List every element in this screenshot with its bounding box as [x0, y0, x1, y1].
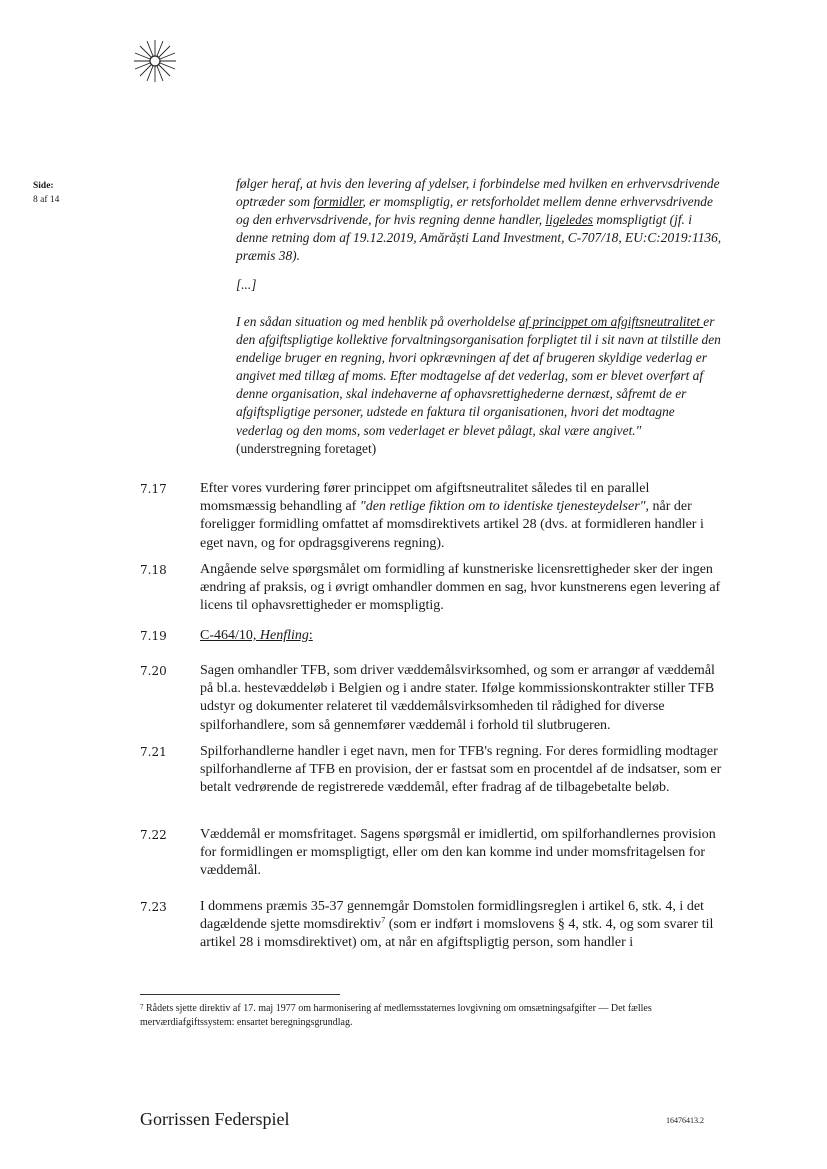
quote-note: (understregning foretaget): [236, 440, 377, 456]
text-run: Efter vores vurdering fører princippet om afgiftsneutralitet således til en parallel momsmæssig behandling af: [200, 481, 650, 515]
sunburst-logo-icon: [132, 38, 178, 84]
section-number: 7.21: [140, 745, 167, 759]
page-label: Side:: [33, 181, 54, 191]
section-text: Angående selve spørgsmålet om formidling af kunstneriske licensrettigheder sker der ingen ændring af praksis, og i øvrigt omhandler dommen en sag, hvor kunstnerens egen levering af licens til ophavsrettigheder er momspligtig.: [200, 562, 721, 614]
quote-underline: formidler: [313, 194, 363, 210]
quote-underline: ligeledes: [545, 212, 594, 228]
section-text: [200, 480, 723, 553]
text-run: , når der foreligger formidling omfattet af momsdirektivets artikel 28 (dvs. at formidleren handler i eget navn, og for opdragsgiverens regning).: [200, 499, 704, 551]
italic-run: "den retlige fiktion om to identiske tjenesteydelser": [359, 499, 646, 515]
quote-text: er den afgiftspligtige kollektive forvaltningsorganisation forpligtet til i sit navn at tilstille den endelige bruger en regning, hvori opkrævningen af det af brugeren skyldige vederlag er angivet med tillæg af moms. Efter modtagelse af det vederlag, som er blevet overført af denne organisation, skal indehaverne af ophavsrettighederne dernæst, såfremt de er afgiftspligtige personer, udstede en faktura til organisationen, hvori det modtagne vederlag og den moms, som vederlaget er blevet pålagt, skal være angivet.": [236, 314, 721, 438]
footnote: [140, 1000, 730, 1030]
section-text: Spilforhandlerne handler i eget navn, men for TFB's regning. For deres formidling modtager spilforhandlerne af TFB en provision, der er fastsat som en procentdel af de indsatser, som er betalt vedrørende de registrerede væddemål, efter fradrag af de tilbagebetalte beløb.: [200, 744, 722, 796]
section-number: 7.19: [140, 629, 167, 643]
quote-paragraph: [236, 313, 722, 458]
section-number: 7.17: [140, 482, 167, 496]
text-run: (som er indført i momslovens § 4, stk. 4, og som svarer til artikel 28 i momsdirektivet) om, at når en afgiftspligtig person, som handler i: [200, 917, 714, 951]
quote-text: momspligtigt (jf. i denne retning dom af 19.12.2019, Amărăști Land Investment, C-707/18, EU:C:2019:1136, præmis 38).: [236, 212, 722, 264]
quote-text: , er momspligtig, er retsforholdet mellem denne erhvervsdrivende og den erhvervsdrivende, for hvis regning denne handler,: [236, 194, 713, 228]
quote-underline: af princippet om afgiftsneutralitet: [518, 314, 704, 329]
section-number: 7.22: [140, 828, 167, 842]
footnote-text: Rådets sjette direktiv af 17. maj 1977 om harmonisering af medlemsstaternes lovgivning om omsætningsafgifter — Det fælles merværdiafgiftssystem: ensartet beregningsgrundlag.: [140, 1003, 652, 1028]
quote-text: følger heraf, at hvis den levering af ydelser, i forbindelse med hvilken en erhvervsdrivende optræder som: [236, 176, 720, 210]
section-text: Væddemål er momsfritaget. Sagens spørgsmål er imidlertid, om spilforhandlernes provision for formidlingen er momspligtigt, eller om den kan komme ind under momsfritagelsen for væddemål.: [200, 827, 716, 879]
section-number: 7.20: [140, 664, 167, 678]
section-number: 7.18: [140, 563, 167, 577]
section-heading: [200, 627, 723, 645]
page-indicator: [33, 179, 103, 207]
section-text: Sagen omhandler TFB, som driver væddemålsvirksomhed, og som er arrangør af væddemål på bl.a. hestevæddeløb i Belgien og i andre stater. Ifølge kommissionskontrakter stiller TFB udstyr og dokumenter relateret til væddemålsvirksomheden til rådighed for diverse spilforhandlere, som så gennemfører væddemål i forhold til slutbrugeren.: [200, 663, 715, 733]
quote-paragraph: [236, 175, 722, 265]
italic-run: Henfling: [259, 628, 309, 643]
section-number: 7.23: [140, 900, 167, 914]
text-run: :: [308, 628, 313, 643]
page-number: 8 af 14: [33, 195, 60, 205]
footnote-number: 7: [140, 1003, 144, 1011]
quote-text: I en sådan situation og med henblik på overholdelse: [236, 314, 519, 329]
document-id: 16476413.2: [666, 1116, 704, 1125]
footnote-divider: [140, 994, 340, 995]
quote-ellipsis: [...]: [236, 277, 257, 292]
footnote-ref: 7: [381, 915, 386, 925]
section-text: [200, 898, 723, 953]
text-run: C-464/10,: [200, 628, 260, 643]
firm-name: Gorrissen Federspiel: [140, 1109, 290, 1129]
text-run: I dommens præmis 35-37 gennemgår Domstolen formidlingsreglen i artikel 6, stk. 4, i det dagældende sjette momsdirektiv: [200, 899, 704, 933]
